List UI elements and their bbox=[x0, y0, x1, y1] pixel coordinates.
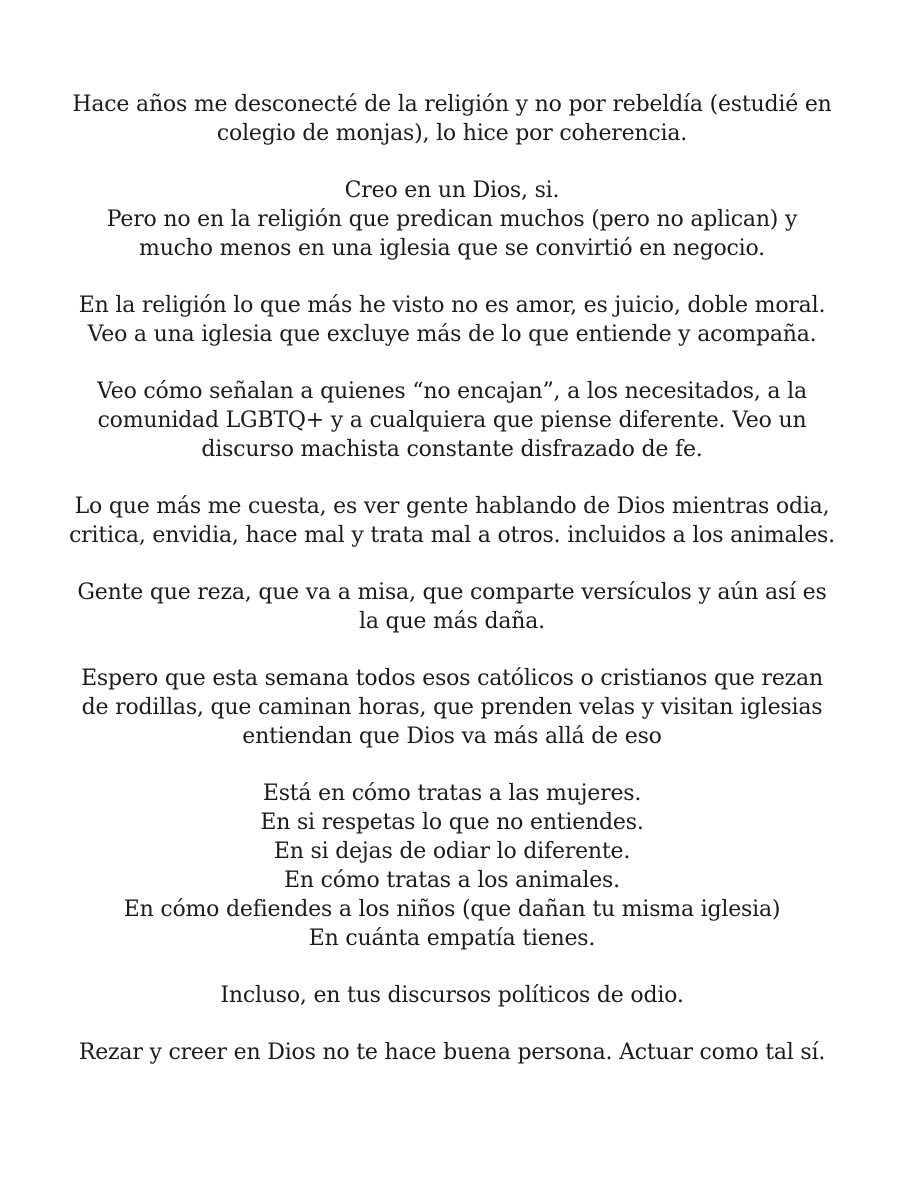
text-line: la que más daña. bbox=[359, 609, 545, 634]
text-line: En cómo defiendes a los niños (que dañan tu misma iglesia) bbox=[123, 897, 781, 922]
text-line: Espero que esta semana todos esos católicos o cristianos que rezan bbox=[81, 666, 823, 691]
text-line: colegio de monjas), lo hice por coherencia. bbox=[216, 121, 688, 146]
text-line: de rodillas, que caminan horas, que prenden velas y visitan iglesias bbox=[81, 695, 823, 720]
text-line: Lo que más me cuesta, es ver gente hablando de Dios mientras odia, bbox=[74, 494, 830, 519]
text-line: Está en cómo tratas a las mujeres. bbox=[262, 781, 642, 806]
text-line: Pero no en la religión que predican muchos (pero no aplican) y bbox=[106, 207, 798, 232]
paragraph bbox=[40, 664, 864, 751]
text-line: Incluso, en tus discursos políticos de odio. bbox=[220, 983, 684, 1008]
paragraph bbox=[40, 291, 864, 349]
paragraph bbox=[40, 779, 864, 953]
paragraph bbox=[40, 1038, 864, 1067]
text-line: En si respetas lo que no entiendes. bbox=[260, 810, 644, 835]
paragraph bbox=[40, 492, 864, 550]
text-line: Creo en un Dios, si. bbox=[344, 178, 560, 203]
paragraph bbox=[40, 176, 864, 263]
document-text bbox=[40, 90, 864, 1095]
text-line: En la religión lo que más he visto no es amor, es juicio, doble moral. bbox=[78, 293, 826, 318]
text-line: Rezar y creer en Dios no te hace buena persona. Actuar como tal sí. bbox=[78, 1040, 826, 1065]
text-line: En cómo tratas a los animales. bbox=[284, 868, 620, 893]
text-line: Hace años me desconecté de la religión y no por rebeldía (estudié en bbox=[72, 92, 832, 117]
paragraph bbox=[40, 981, 864, 1010]
text-line: En cuánta empatía tienes. bbox=[308, 926, 596, 951]
text-line: comunidad LGBTQ+ y a cualquiera que piense diferente. Veo un bbox=[97, 408, 807, 433]
text-line: Veo a una iglesia que excluye más de lo que entiende y acompaña. bbox=[87, 322, 817, 347]
paragraph bbox=[40, 90, 864, 148]
paragraph bbox=[40, 377, 864, 464]
text-line: mucho menos en una iglesia que se convirtió en negocio. bbox=[139, 236, 765, 261]
text-line: Veo cómo señalan a quienes “no encajan”, a los necesitados, a la bbox=[97, 379, 807, 404]
text-line: Gente que reza, que va a misa, que comparte versículos y aún así es bbox=[77, 580, 827, 605]
text-line: discurso machista constante disfrazado de fe. bbox=[201, 437, 703, 462]
paragraph bbox=[40, 578, 864, 636]
text-line: En si dejas de odiar lo diferente. bbox=[273, 839, 631, 864]
text-line: critica, envidia, hace mal y trata mal a otros. incluidos a los animales. bbox=[69, 523, 835, 548]
text-line: entiendan que Dios va más allá de eso bbox=[242, 724, 662, 749]
